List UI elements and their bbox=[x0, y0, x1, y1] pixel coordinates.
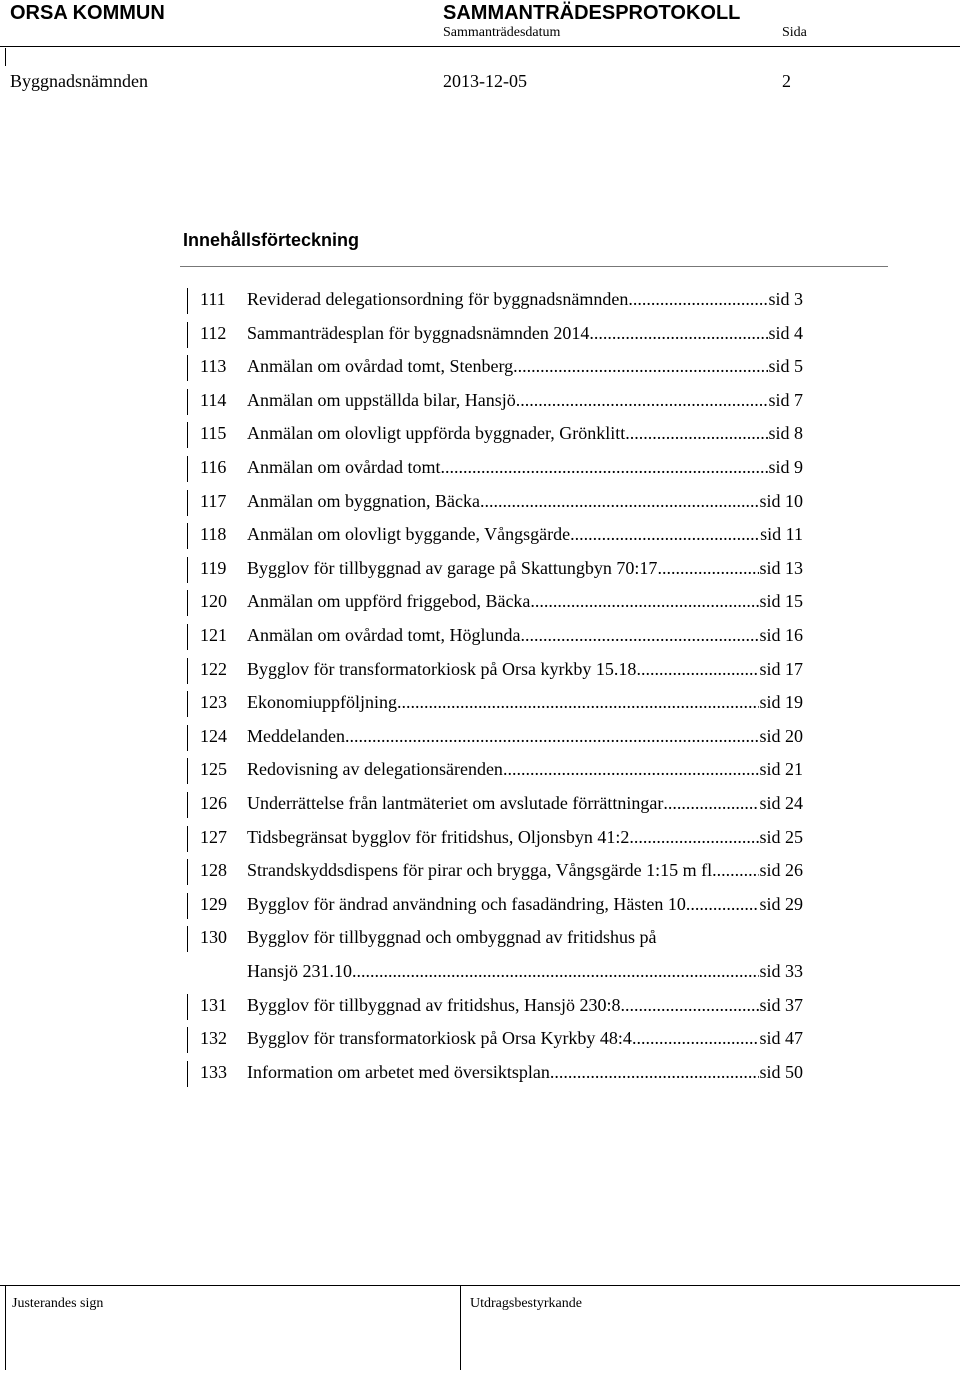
toc-entry bbox=[0, 555, 960, 589]
toc-entry-page: sid 16 bbox=[759, 625, 803, 645]
change-bar bbox=[187, 490, 188, 516]
toc-entry bbox=[0, 622, 960, 656]
toc-entry-page: sid 29 bbox=[759, 893, 803, 914]
dot-leader bbox=[663, 793, 759, 814]
toc-entry-number: 128 bbox=[200, 860, 227, 881]
toc-entry-number: 111 bbox=[200, 289, 226, 309]
toc-entry-title: Ekonomiuppföljning bbox=[247, 692, 397, 713]
meeting-date-label: Sammanträdesdatum bbox=[443, 25, 561, 40]
toc-entry-number: 113 bbox=[200, 356, 227, 377]
toc-entry-page: sid 21 bbox=[759, 759, 803, 780]
dot-leader bbox=[657, 558, 759, 579]
toc-entry-page: sid 24 bbox=[759, 793, 803, 813]
committee-name: Byggnadsnämnden bbox=[10, 71, 148, 91]
change-bar bbox=[187, 590, 188, 616]
toc-entry bbox=[0, 1059, 960, 1093]
toc-entry-title: Redovisning av delegationsärenden bbox=[247, 759, 503, 780]
toc-entry-number: 132 bbox=[200, 1028, 227, 1049]
signature-label: Justerandes sign bbox=[12, 1296, 104, 1311]
dot-leader bbox=[632, 1028, 760, 1049]
toc-entry-title: Anmälan om ovårdad tomt, Stenberg bbox=[247, 356, 514, 377]
toc-entry-number: 124 bbox=[200, 725, 227, 746]
toc-entry bbox=[0, 992, 960, 1026]
dot-leader bbox=[625, 423, 768, 444]
dot-leader bbox=[629, 827, 759, 848]
dot-leader bbox=[345, 726, 760, 747]
change-bar bbox=[187, 523, 188, 549]
footer-divider bbox=[0, 1285, 960, 1286]
toc-entry-line bbox=[247, 423, 803, 444]
document-type: SAMMANTRÄDESPROTOKOLL bbox=[443, 2, 741, 24]
toc-entry-number: 121 bbox=[200, 625, 227, 645]
toc-entry-page: sid 33 bbox=[759, 961, 803, 982]
toc-entry-title: Bygglov för transformatorkiosk på Orsa Kyrkby 48:4 bbox=[247, 1028, 632, 1049]
signature-footer bbox=[0, 1285, 960, 1373]
toc-entry-page: sid 19 bbox=[759, 692, 803, 713]
change-bar bbox=[187, 456, 188, 482]
toc-entry-line bbox=[247, 558, 803, 579]
toc-entry-number: 114 bbox=[200, 389, 227, 410]
change-bar bbox=[187, 725, 188, 751]
change-bar bbox=[187, 322, 188, 348]
dot-leader bbox=[397, 692, 759, 713]
toc-entry-number: 130 bbox=[200, 927, 227, 948]
toc-entry-line bbox=[247, 995, 803, 1016]
toc-entry-page: sid 37 bbox=[759, 994, 803, 1015]
toc-entry-number: 118 bbox=[200, 524, 227, 545]
toc-entry-line bbox=[247, 625, 803, 646]
change-bar bbox=[187, 792, 188, 818]
toc-entry-line bbox=[247, 591, 803, 612]
change-bar bbox=[187, 389, 188, 415]
header-vertical-rule bbox=[5, 48, 6, 66]
toc-title-rule bbox=[180, 266, 888, 267]
change-bar bbox=[187, 758, 188, 784]
dot-leader bbox=[686, 894, 760, 915]
toc-entry bbox=[0, 454, 960, 488]
toc-entry-page: sid 50 bbox=[759, 1061, 803, 1082]
change-bar bbox=[187, 288, 188, 314]
toc-entry-title: Reviderad delegationsordning för byggnadsnämnden bbox=[247, 289, 629, 309]
toc-entry-title: Bygglov för transformatorkiosk på Orsa kyrkby 15.18 bbox=[247, 658, 637, 679]
change-bar bbox=[187, 1061, 188, 1087]
toc-entry-page: sid 3 bbox=[768, 289, 803, 309]
toc-entry-title: Strandskyddsdispens för pirar och brygga, Vångsgärde 1:15 m fl bbox=[247, 860, 713, 881]
toc-entry-title: Information om arbetet med översiktsplan bbox=[247, 1061, 550, 1082]
toc-entry-page: sid 15 bbox=[759, 591, 803, 612]
dot-leader bbox=[513, 356, 768, 377]
dot-leader bbox=[589, 323, 768, 344]
toc-entry bbox=[0, 656, 960, 690]
change-bar bbox=[187, 926, 188, 952]
toc-entry-line bbox=[247, 759, 803, 780]
toc-entry-number: 117 bbox=[200, 490, 227, 511]
toc-entry-title: Bygglov för tillbyggnad och ombyggnad av fritidshus på bbox=[247, 927, 657, 948]
toc-entry-title: Bygglov för tillbyggnad av fritidshus, Hansjö 230:8 bbox=[247, 994, 621, 1015]
change-bar bbox=[187, 557, 188, 583]
toc-entry-number: 127 bbox=[200, 826, 227, 847]
toc-entry-line bbox=[247, 894, 803, 915]
toc-entry-title: Underrättelse från lantmäteriet om avslutade förrättningar bbox=[247, 793, 664, 813]
toc-entry bbox=[0, 286, 960, 320]
dot-leader bbox=[480, 491, 760, 512]
toc-entry-page: sid 5 bbox=[768, 356, 803, 377]
dot-leader bbox=[550, 1062, 760, 1083]
toc-entry-page: sid 13 bbox=[759, 557, 803, 578]
footer-middle-rule bbox=[460, 1285, 461, 1370]
toc-entry-line bbox=[247, 1062, 803, 1083]
change-bar bbox=[187, 994, 188, 1020]
toc-entry bbox=[0, 924, 960, 992]
toc-entry-number: 119 bbox=[200, 557, 227, 578]
toc-entry-line bbox=[247, 927, 803, 948]
toc-entry-title: Anmälan om olovligt byggande, Vångsgärde bbox=[247, 524, 571, 545]
toc-entry-line bbox=[247, 457, 803, 478]
toc-entry-page: sid 17 bbox=[759, 658, 803, 679]
toc-entry bbox=[0, 857, 960, 891]
change-bar bbox=[187, 826, 188, 852]
change-bar bbox=[187, 691, 188, 717]
toc-entry bbox=[0, 387, 960, 421]
toc-entry-number: 122 bbox=[200, 658, 227, 679]
page-label: Sida bbox=[782, 25, 807, 40]
toc-entry-line bbox=[247, 356, 803, 377]
toc-entry-number: 112 bbox=[200, 322, 227, 343]
toc-entry-line bbox=[247, 692, 803, 713]
toc-entry-title: Bygglov för ändrad användning och fasadändring, Hästen 10 bbox=[247, 893, 686, 914]
toc-entry bbox=[0, 723, 960, 757]
toc-entry bbox=[0, 488, 960, 522]
toc-entry-title: Meddelanden bbox=[247, 725, 345, 746]
toc-entry-title: Anmälan om ovårdad tomt, Höglunda bbox=[247, 625, 521, 645]
dot-leader bbox=[530, 591, 759, 612]
dot-leader bbox=[503, 759, 760, 780]
toc-entry-page: sid 9 bbox=[768, 457, 803, 477]
toc-title: Innehållsförteckning bbox=[183, 230, 360, 250]
toc-entry-number: 129 bbox=[200, 893, 227, 914]
toc-entry-page: sid 10 bbox=[759, 490, 803, 511]
toc-entry bbox=[0, 824, 960, 858]
toc-entry-title: Anmälan om olovligt uppförda byggnader, Grönklitt bbox=[247, 423, 626, 444]
toc-entry bbox=[0, 689, 960, 723]
extract-certification-label: Utdragsbestyrkande bbox=[470, 1296, 582, 1311]
toc-entry-line bbox=[247, 289, 803, 310]
organization-name: ORSA KOMMUN bbox=[10, 2, 165, 24]
toc-entry-page: sid 25 bbox=[759, 826, 803, 847]
toc-entry-line bbox=[247, 827, 803, 848]
toc-entry bbox=[0, 790, 960, 824]
dot-leader bbox=[628, 289, 768, 310]
toc-entry-line bbox=[247, 390, 803, 411]
toc-entry bbox=[0, 353, 960, 387]
toc-entry-number: 131 bbox=[200, 994, 227, 1015]
toc-entry-title: Anmälan om uppförd friggebod, Bäcka bbox=[247, 591, 531, 612]
toc-entry-number: 116 bbox=[200, 457, 227, 477]
dot-leader bbox=[636, 659, 759, 680]
change-bar bbox=[187, 422, 188, 448]
toc-entry-page: sid 26 bbox=[759, 860, 803, 881]
toc-entry-line bbox=[247, 860, 803, 881]
toc-entry-line bbox=[247, 961, 803, 982]
dot-leader bbox=[352, 961, 759, 982]
dot-leader bbox=[440, 457, 768, 478]
change-bar bbox=[187, 624, 188, 650]
toc-entry-line bbox=[247, 659, 803, 680]
toc-entry-number: 125 bbox=[200, 759, 227, 780]
toc-entry-page: sid 7 bbox=[768, 389, 803, 410]
toc-entry-title: Anmälan om byggnation, Bäcka bbox=[247, 490, 480, 511]
toc-entry-title: Anmälan om ovårdad tomt bbox=[247, 457, 441, 477]
toc-entry-title: Bygglov för tillbyggnad av garage på Skattungbyn 70:17 bbox=[247, 557, 658, 578]
header-divider bbox=[0, 46, 960, 47]
toc-entry bbox=[0, 1025, 960, 1059]
dot-leader bbox=[570, 524, 760, 545]
toc-entry-line bbox=[247, 491, 803, 512]
toc-entry-number: 126 bbox=[200, 793, 227, 813]
toc-entry-line bbox=[247, 793, 803, 814]
change-bar bbox=[187, 859, 188, 885]
dot-leader bbox=[712, 860, 759, 881]
toc-entry bbox=[0, 420, 960, 454]
toc-entry-number: 120 bbox=[200, 591, 227, 612]
toc-entry bbox=[0, 320, 960, 354]
toc-entry-number: 133 bbox=[200, 1061, 227, 1082]
toc-entry bbox=[0, 891, 960, 925]
meeting-date: 2013-12-05 bbox=[443, 71, 527, 91]
dot-leader bbox=[620, 995, 759, 1016]
toc-entry-number: 123 bbox=[200, 692, 227, 713]
change-bar bbox=[187, 355, 188, 381]
toc-entry-title: Anmälan om uppställda bilar, Hansjö bbox=[247, 389, 516, 410]
toc-entry-title: Tidsbegränsat bygglov för fritidshus, Oljonsbyn 41:2 bbox=[247, 826, 630, 847]
change-bar bbox=[187, 1027, 188, 1053]
toc-entry-page: sid 47 bbox=[759, 1028, 803, 1049]
change-bar bbox=[187, 658, 188, 684]
toc-entry bbox=[0, 521, 960, 555]
page-number: 2 bbox=[782, 71, 791, 91]
toc-entry-line bbox=[247, 726, 803, 747]
toc-entry-line bbox=[247, 524, 803, 545]
toc-entry-line bbox=[247, 1028, 803, 1049]
dot-leader bbox=[516, 390, 769, 411]
change-bar bbox=[187, 893, 188, 919]
toc-entry-page: sid 11 bbox=[760, 524, 803, 545]
toc-entry-page: sid 8 bbox=[768, 423, 803, 444]
toc-entry-line bbox=[247, 323, 803, 344]
footer-left-rule bbox=[5, 1285, 6, 1370]
toc-entry bbox=[0, 756, 960, 790]
toc-entry-page: sid 20 bbox=[759, 725, 803, 746]
dot-leader bbox=[520, 625, 759, 646]
toc-entry-title: Hansjö 231.10 bbox=[247, 961, 352, 982]
toc-entry bbox=[0, 588, 960, 622]
toc-entry-number: 115 bbox=[200, 423, 227, 444]
toc-entry-title: Sammanträdesplan för byggnadsnämnden 2014 bbox=[247, 322, 590, 343]
toc-entry-page: sid 4 bbox=[768, 322, 803, 343]
